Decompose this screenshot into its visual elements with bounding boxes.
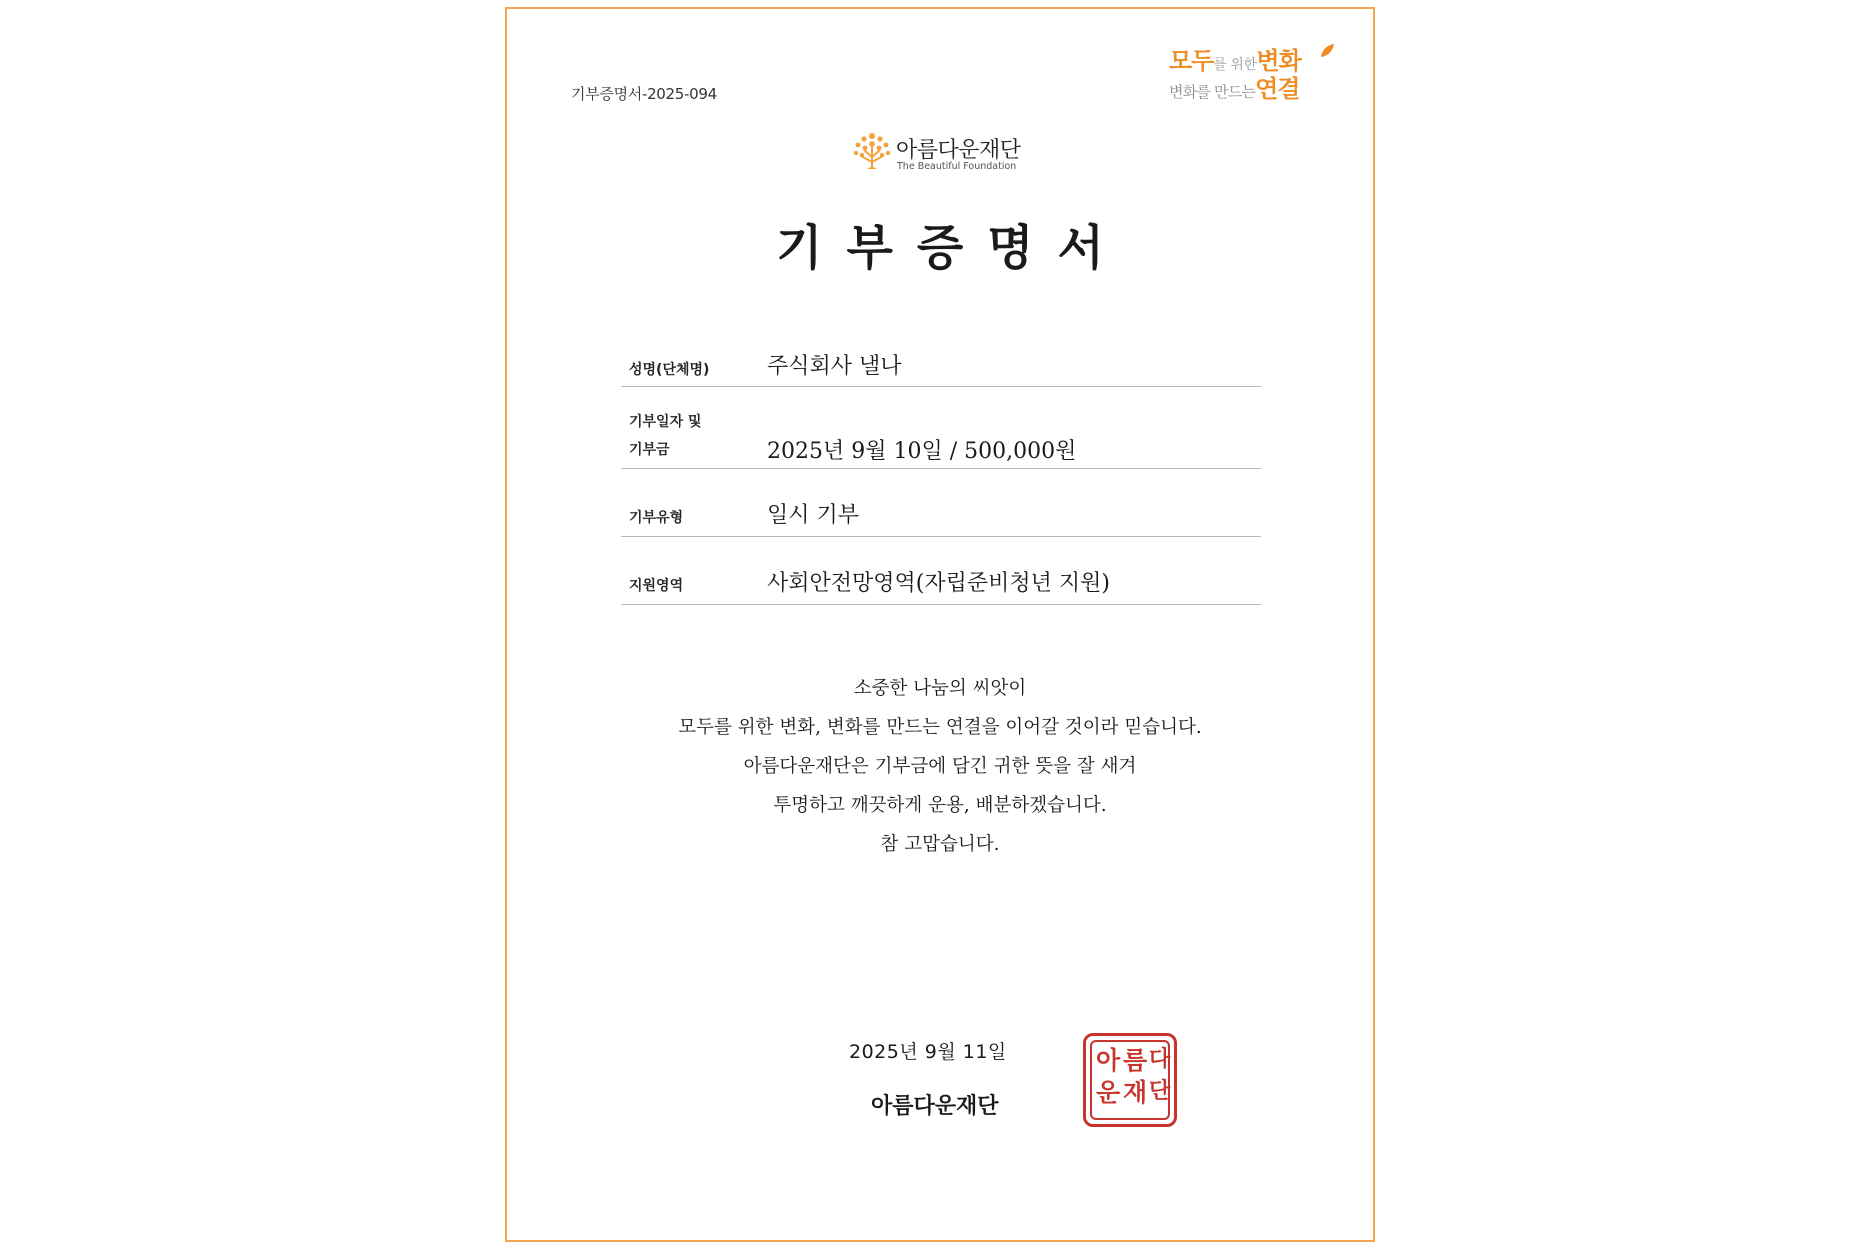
issue-date: 2025년 9월 11일 <box>849 1041 1007 1063</box>
message-line: 모두를 위한 변화, 변화를 만드는 연결을 이어갈 것이라 믿습니다. <box>678 717 1202 738</box>
field-label-line-1: 기부일자 및 <box>629 414 702 430</box>
field-row-type <box>621 468 1261 537</box>
field-label: 기부유형 <box>629 510 684 526</box>
field-value: 2025년 9월 10일 / 500,000원 <box>767 439 1077 464</box>
field-value: 일시 기부 <box>767 503 860 528</box>
field-row-name <box>621 339 1261 387</box>
slogan-logo <box>1169 49 1329 109</box>
logo-korean: 아름다운재단 <box>896 138 1021 163</box>
document-number: 기부증명서-2025-094 <box>571 85 717 103</box>
foundation-logo <box>852 131 1052 181</box>
field-label-line-2: 기부금 <box>629 442 670 458</box>
logo-english: The Beautiful Foundation <box>897 161 1017 172</box>
message-line: 투명하고 깨끗하게 운용, 배분하겠습니다. <box>773 795 1107 816</box>
message-line: 아름다운재단은 기부금에 담긴 귀한 뜻을 잘 새겨 <box>743 756 1137 777</box>
organization-name: 아름다운재단 <box>871 1094 999 1119</box>
field-value: 주식회사 낼나 <box>767 354 902 379</box>
field-row-date-amount <box>621 386 1261 469</box>
message-line: 소중한 나눔의 씨앗이 <box>853 678 1027 699</box>
field-label: 성명(단체명) <box>629 362 710 378</box>
slogan-line-2: 변화를 만드는연결 <box>1169 75 1300 103</box>
leaf-icon <box>1319 43 1335 59</box>
thank-you-message <box>507 669 1373 864</box>
official-seal-stamp: 아 름 다 운 재 단 <box>1083 1033 1177 1127</box>
certificate-frame <box>505 7 1375 1242</box>
tree-icon <box>852 131 892 173</box>
field-value: 사회안전망영역(자립준비청년 지원) <box>767 571 1110 596</box>
slogan-line-1: 모두를 위한변화 <box>1169 47 1301 75</box>
field-label: 지원영역 <box>629 578 684 594</box>
message-line: 참 고맙습니다. <box>880 834 1000 855</box>
certificate-title: 기부증명서 <box>776 220 1128 276</box>
field-row-area <box>621 536 1261 605</box>
